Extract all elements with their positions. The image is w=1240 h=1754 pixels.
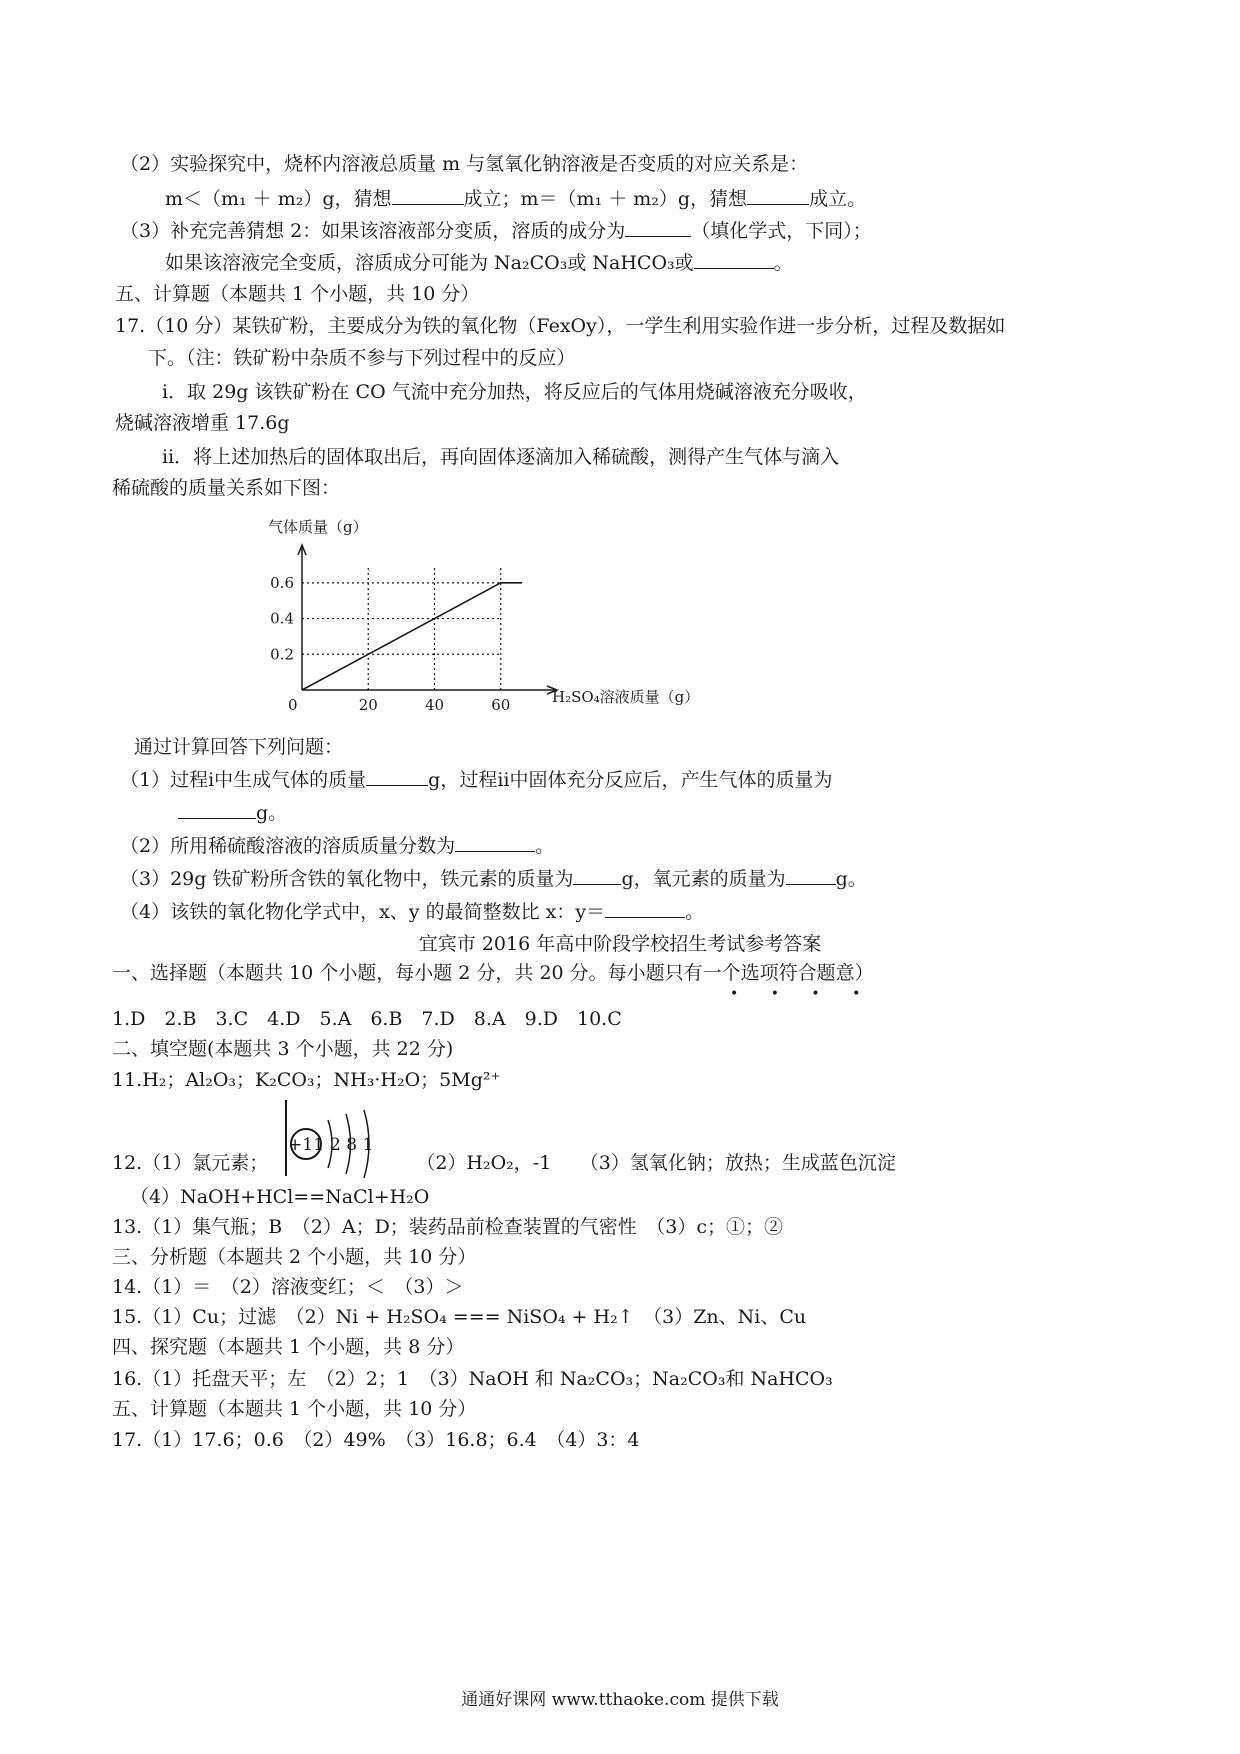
answer-blank[interactable] [392, 186, 464, 205]
answer-key-title: 宜宾市 2016 年高中阶段学校招生考试参考答案 [418, 933, 822, 955]
answer-blank[interactable] [573, 866, 621, 885]
chart-series [302, 583, 522, 690]
answer-sec5-title: 五、计算题（本题共 1 个小题，共 10 分） [112, 1398, 477, 1420]
x-tick-label: 60 [491, 696, 511, 714]
q17-intro-line1: 17.（10 分）某铁矿粉，主要成分为铁的氧化物（FexOy），一学生利用实验作进一步分析，过程及数据如 [115, 315, 1006, 337]
footer-source[interactable]: 通通好课网 www.tthaoke.com 提供下载 [461, 1690, 779, 1710]
answer-blank[interactable] [455, 833, 535, 852]
chart-y-axis-label: 气体质量（g） [268, 518, 368, 536]
q17-sub2-text-a: （2）所用稀硫酸溶液的溶质质量分数为 [120, 835, 456, 857]
answer-17: 17.（1）17.6；0.6 （2）49% （3）16.8；6.4 （4）3：4 [112, 1429, 640, 1451]
chart-grid [302, 565, 501, 690]
answer-14: 14.（1）＝ （2）溶液变红；＜ （3）＞ [112, 1276, 464, 1298]
answer-sec3-title: 三、分析题（本题共 2 个小题，共 10 分） [112, 1246, 477, 1268]
q17-step1-line2: 烧碱溶液增重 17.6g [115, 412, 290, 434]
q17-prompt: 通过计算回答下列问题： [134, 736, 344, 758]
chart-ticks [270, 574, 510, 714]
q16-sub2-line2 [165, 186, 866, 211]
emphasis-dots: • • • • [730, 986, 875, 1002]
answer-12-line1 [112, 1151, 896, 1175]
section5-title: 五、计算题（本题共 1 个小题，共 10 分） [115, 283, 480, 305]
q16-sub3-text-b: （填化学式，下同）； [691, 220, 872, 242]
q17-step1-line1: ⅰ．取 29g 该铁矿粉在 CO 气流中充分加热，将反应后的气体用烧碱溶液充分吸收， [162, 381, 867, 403]
q17-sub1-text-b: g，过程ⅱ中固体充分反应后，产生气体的质量为 [428, 769, 833, 791]
answer-blank[interactable] [694, 250, 774, 269]
q17-sub2 [120, 833, 554, 858]
q17-sub1-text-a: （1）过程ⅰ中生成气体的质量 [120, 769, 367, 791]
x-tick-label: 40 [424, 696, 445, 714]
q17-step2-line2: 稀硫酸的质量关系如下图： [112, 477, 341, 499]
chart-x-axis-label: H₂SO₄溶液质量（g） [552, 688, 700, 706]
answer-blank[interactable] [366, 767, 428, 786]
y-tick-label: 0.6 [270, 573, 294, 592]
q16-sub3-text-c: 如果该溶液完全变质，溶质成分可能为 Na₂CO₃或 NaHCO₃或 [165, 252, 694, 274]
q16-sub2-text-b: 成立；m＝（m₁ ＋ m₂）g，猜想 [463, 188, 748, 210]
y-tick-label: 0.2 [270, 645, 294, 664]
answer-sec2-title: 二、填空题(本题共 3 个小题，共 22 分) [112, 1038, 454, 1060]
answer-16: 16.（1）托盘天平；左 （2）2；1 （3）NaOH 和 Na₂CO₃；Na₂CO₃和 NaHCO₃ [112, 1368, 833, 1390]
q17-sub1-line1 [120, 767, 833, 792]
answer-13: 13.（1）集气瓶；B （2）A；D；装药品前检查装置的气密性 （3）c；①；② [112, 1216, 784, 1238]
answer-blank[interactable] [605, 899, 685, 918]
q17-sub3 [120, 866, 867, 891]
answer-sec1-title: 一、选择题（本题共 10 个小题，每小题 2 分，共 20 分。每小题只有一个选项符合题意） [112, 962, 874, 984]
answer-blank[interactable] [786, 866, 836, 885]
answer-blank[interactable] [178, 800, 256, 819]
q17-sub3-text-b: g，氧元素的质量为 [621, 868, 786, 890]
q16-sub2-text-c: 成立。 [809, 188, 867, 210]
answer-12-line2: （4）NaOH+HCl==NaCl+H₂O [130, 1186, 430, 1208]
answer-15: 15.（1）Cu；过滤 （2）Ni + H₂SO₄ === NiSO₄ + H₂↑ （3）Zn、Ni、Cu [112, 1306, 807, 1328]
answer-blank[interactable] [625, 218, 691, 237]
answer-sec4-title: 四、探究题（本题共 1 个小题，共 8 分） [112, 1336, 465, 1358]
q17-step2-line1: ⅱ．将上述加热后的固体取出后，再向固体逐滴加入稀硫酸，测得产生气体与滴入 [162, 446, 840, 468]
q16-sub3-text-d: 。 [773, 252, 793, 274]
x-tick-label: 20 [358, 696, 378, 714]
atom-nucleus-label: +11 [288, 1135, 324, 1155]
q16-sub3-line1 [120, 218, 872, 243]
q16-sub3-text-a: （3）补充完善猜想 2：如果该溶液部分变质，溶质的成分为 [120, 220, 626, 242]
series-line [302, 583, 522, 690]
q17-sub3-text-c: g。 [835, 868, 867, 890]
atom-shell-label: 2 8 1 [330, 1135, 374, 1155]
q17-intro-line2: 下。（注：铁矿粉中杂质不参与下列过程中的反应） [148, 347, 576, 369]
q17-sub4 [120, 899, 704, 924]
gas-mass-chart [250, 510, 720, 725]
answer-sec1-list: 1.D 2.B 3.C 4.D 5.A 6.B 7.D 8.A 9.D 10.C [112, 1008, 622, 1030]
answer-12-part-b: （2）H₂O₂，-1 （3）氢氧化钠；放热；生成蓝色沉淀 [416, 1152, 896, 1174]
answer-12-part-a: 12.（1）氯元素； [112, 1152, 269, 1174]
q17-sub1-text-c: g。 [256, 802, 288, 824]
q17-sub4-text-a: （4）该铁的氧化物化学式中，x、y 的最简整数比 x：y＝ [120, 901, 606, 923]
q17-sub2-text-b: 。 [535, 835, 555, 857]
q17-sub1-line2 [178, 800, 287, 825]
q17-sub4-text-b: 。 [685, 901, 705, 923]
q16-sub3-line2 [165, 250, 793, 275]
answer-11: 11.H₂；Al₂O₃；K₂CO₃；NH₃·H₂O；5Mg²⁺ [112, 1069, 501, 1091]
y-tick-label: 0.4 [270, 609, 294, 628]
chart-origin-label: 0 [288, 696, 298, 714]
answer-blank[interactable] [747, 186, 809, 205]
q17-sub3-text-a: （3）29g 铁矿粉所含铁的氧化物中，铁元素的质量为 [120, 868, 574, 890]
q16-sub2-line1: （2）实验探究中，烧杯内溶液总质量 m 与氢氧化钠溶液是否变质的对应关系是： [120, 153, 809, 175]
q16-sub2-text-a: m＜（m₁ ＋ m₂）g，猜想 [165, 188, 392, 210]
